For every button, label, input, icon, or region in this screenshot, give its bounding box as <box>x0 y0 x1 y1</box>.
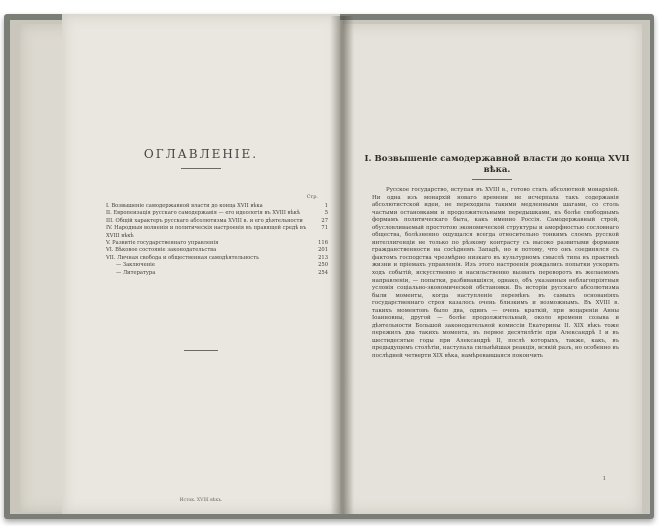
end-rule <box>184 350 218 351</box>
book-gutter <box>330 16 354 514</box>
heading-rule <box>472 179 512 180</box>
toc-entry-page: 1 <box>324 203 328 209</box>
title-rule <box>181 168 221 169</box>
toc-entry <box>106 262 328 269</box>
page-number: 1 <box>602 476 606 482</box>
toc-entry-page: 213 <box>318 254 328 261</box>
toc-entry-title: V. Развитіе государственнаго управленія <box>106 240 219 247</box>
toc-entry <box>106 247 328 254</box>
toc-entry-page: 116 <box>318 240 328 247</box>
toc-entry-page: 201 <box>318 247 328 254</box>
toc-entry <box>106 255 328 262</box>
toc-entry-title: III. Общій характеръ русскаго абсолютизма XVIII в. и его дѣятельности <box>106 217 303 224</box>
toc-entry <box>106 270 328 277</box>
toc-entry-page: 5 <box>324 210 328 217</box>
toc-entry <box>106 210 328 217</box>
toc-entry-title: — Заключеніе <box>116 262 155 269</box>
toc-entry-page: 27 <box>321 217 328 224</box>
toc-entry-title: VI. Вѣковое состояніе законодательства <box>106 247 217 254</box>
toc-entry-page: 71 <box>321 225 328 232</box>
right-page <box>342 24 642 514</box>
left-footer: Исток. XVIII вѣкъ. <box>179 498 223 503</box>
chapter-heading: I. Возвышеніе самодержавной власти до конца XVII вѣка. <box>364 154 630 175</box>
toc-entry-page: 254 <box>318 269 328 276</box>
toc-entry-title: — Литература <box>116 269 156 276</box>
toc-entry-title: IV. Народныя волненія и политическія настроенія въ правящей средѣ въ XVIII вѣкѣ <box>106 225 307 239</box>
page-column-label: Стр. <box>306 194 318 200</box>
toc-entry-title: II. Европеизація русскаго самодержавія — его идеологія въ XVIII вѣкѣ <box>106 210 300 217</box>
toc-entry-title: VII. Личная свобода и общественная самодѣятельность <box>106 254 259 261</box>
body-text: Русское государство, вступая въ XVIII в., готово стать абсолютной монархіей. Ни одна изъ монархій новаго времени не исчерпала такъ содержанія абсолютистской идеи, не переходила такими медленными шагами, со столь частыми остановками и продолжительными передышками, къ болѣе свободнымъ формамъ политическаго быта, какъ именно Россія. Самодержавный строй, обусловливаемый простотою экономической структуры и аморфностью сословнаго общества, болѣзненно ощущался всегда относительно тонкимъ слоемъ русской интеллигенціи не только по рѣзкому контрасту съ высоко развитыми формами гражданственности на сосѣднемъ Западѣ, но и потому, что онъ соединялся съ фактомъ господства чрезмѣрно низкаго въ культурномъ смыслѣ типа въ практикѣ жизни и пріемахъ управленія. Изъ этого настроенія рождались попытки ускорить ходъ событій, искусственно и насильственно вызвать переворотъ въ желаемомъ направленіи, — попытки, разбивавшіяся, однако, объ указанныя неблагопріятныя условія соціально-экономической обстановки. Въ исторіи русскаго абсолютизма были моменты, когда наступленіе перемѣнъ въ самыхъ основаніяхъ государственнаго строя казалось очень близкимъ и возможнымъ. Въ XVIII в. такихъ моментовъ было два, одинъ — очень краткій, при воцареніи Анны Іоанновны, другой — болѣе продолжительный, около времени созыва и дѣятельности Большой законодательной комиссіи Екатерины II. XIX вѣкъ тоже пережилъ два такихъ момента, въ первое десятилѣтіе при Александрѣ I и въ шестидесятые годы при Александрѣ II, послѣ которыхъ, также, какъ, въ предыдущемъ столѣтіи, наступала сильнѣйшая реакція, всякій разъ, но особенно въ послѣдней четверти XIX вѣка, намѣревавшаяся покончить <box>372 187 619 360</box>
toc-entry <box>106 225 328 240</box>
toc-title: ОГЛАВЛЕНІЕ. <box>143 147 259 161</box>
toc-entry-page: 250 <box>318 262 328 269</box>
toc-entry-title: I. Возвышеніе самодержавной власти до конца XVII вѣка <box>106 203 263 209</box>
left-page <box>62 14 340 514</box>
toc-list <box>106 203 328 277</box>
